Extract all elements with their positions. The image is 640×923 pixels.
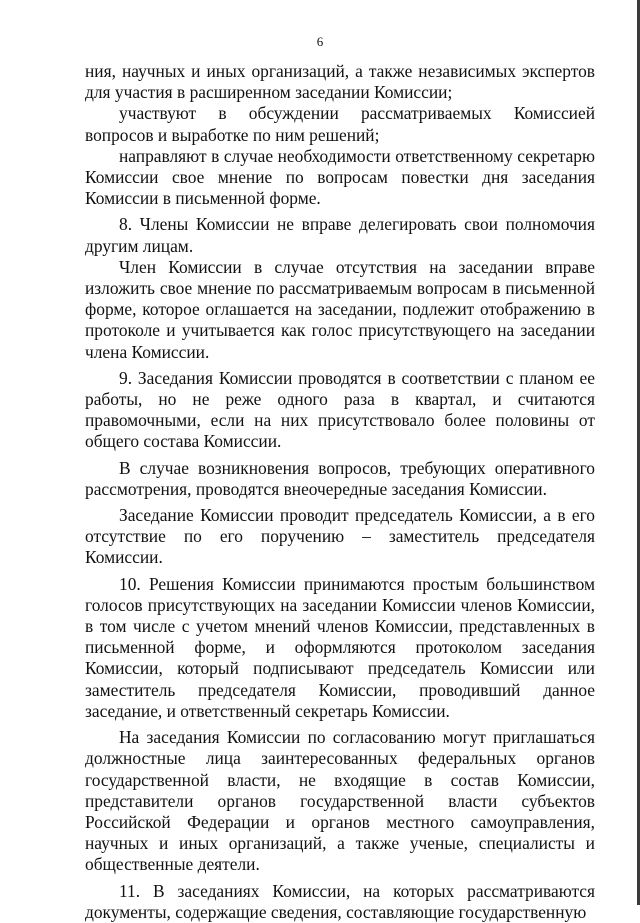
paragraph-continuation: ния, научных и иных организаций, а также независимых экспертов для участия в расширенном заседании Комиссии; (85, 61, 595, 103)
document-body (85, 61, 595, 923)
paragraph-extraordinary-meetings: В случае возникновения вопросов, требующих оперативного рассмотрения, проводятся внеочередные заседания Комиссии. (85, 457, 595, 499)
paragraph-item-10: 10. Решения Комиссии принимаются простым большинством голосов присутствующих на заседании Комиссии членов Комиссии, в том числе с учетом мнений членов Комиссии, представленных в письменной форме, и оформляются протоколом заседания Комиссии, который подписывают председатель Комиссии или заместитель председателя Комиссии, проводивший данное заседание, и ответственный секретарь Комиссии. (85, 573, 595, 721)
paragraph-absent-member: Член Комиссии в случае отсутствия на заседании вправе изложить свое мнение по рассматриваемым вопросам в письменной форме, которое оглашается на заседании, подлежит отображению в протоколе и учитывается как голос присутствующего на заседании члена Комиссии. (85, 256, 595, 362)
paragraph-meeting-chair: Заседание Комиссии проводит председатель Комиссии, а в его отсутствие по его поручению – заместитель председателя Комиссии. (85, 505, 595, 568)
paragraph-item-9: 9. Заседания Комиссии проводятся в соответствии с планом ее работы, но не реже одного раза в квартал, и считаются правомочными, если на них присутствовало более половины от общего состава Комиссии. (85, 367, 595, 452)
paragraph-send-opinion: направляют в случае необходимости ответственному секретарю Комиссии свое мнение по вопросам повестки дня заседания Комиссии в письменной форме. (85, 145, 595, 209)
paragraph-invited-officials: На заседания Комиссии по согласованию могут приглашаться должностные лица заинтересованных федеральных органов государственной власти, не входящие в состав Комиссии, представители органов государственной власти субъектов Российской Федерации и органов местного самоуправления, научных и иных организаций, а также ученые, специалисты и общественные деятели. (85, 727, 595, 875)
paragraph-participate-discussion: участвуют в обсуждении рассматриваемых Комиссией вопросов и выработке по ним решений; (85, 103, 595, 145)
paragraph-item-8: 8. Члены Комиссии не вправе делегировать свои полномочия другим лицам. (85, 214, 595, 256)
page-number: 6 (316, 34, 324, 49)
paragraph-item-11: 11. В заседаниях Комиссии, на которых рассматриваются документы, содержащие сведения, составляющие государственную (85, 880, 595, 922)
